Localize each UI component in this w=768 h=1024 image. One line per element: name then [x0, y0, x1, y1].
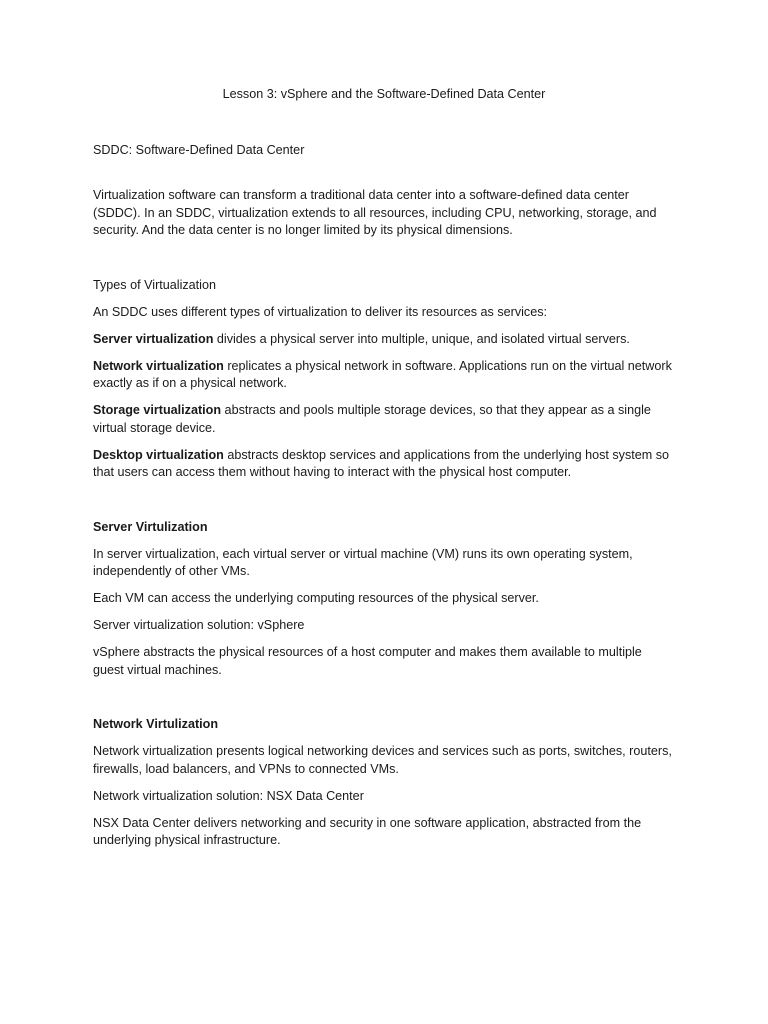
type-description: abstracts desktop services and applications from the underlying host system so that users can access them without having to interact with the physical host computer. — [93, 447, 670, 479]
server-section-paragraph-3: Server virtualization solution: vSphere — [93, 618, 305, 632]
type-description: replicates a physical network in software. Applications run on the virtual network exactly as if on a physical network. — [93, 358, 672, 390]
type-term: Storage virtualization — [93, 403, 222, 417]
server-section-paragraph-2: Each VM can access the underlying computing resources of the physical server. — [93, 591, 539, 605]
type-storage-virtualization — [93, 402, 673, 437]
network-section-paragraph-1: Network virtualization presents logical networking devices and services such as ports, switches, routers, firewalls, load balancers, and VPNs to connected VMs. — [93, 744, 672, 776]
network-section-heading — [93, 716, 673, 734]
sddc-heading: SDDC: Software-Defined Data Center — [93, 142, 305, 157]
document-content — [93, 86, 673, 859]
type-description: abstracts and pools multiple storage devices, so that they appear as a single virtual storage device. — [93, 403, 651, 435]
type-desktop-virtualization — [93, 447, 673, 482]
server-section-paragraph-1: In server virtualization, each virtual server or virtual machine (VM) runs its own operating system, independently of other VMs. — [93, 546, 633, 578]
type-term: Network virtualization — [93, 358, 224, 373]
types-heading: Types of Virtualization — [93, 277, 216, 292]
server-section-heading — [93, 519, 673, 537]
type-network-virtualization — [93, 358, 673, 393]
type-server-virtualization — [93, 331, 673, 349]
network-section-paragraph-3: NSX Data Center delivers networking and security in one software application, abstracted from the underlying physical infrastructure. — [93, 815, 642, 847]
page-title: Lesson 3: vSphere and the Software-Defined Data Center — [222, 87, 546, 101]
server-section-paragraph-4: vSphere abstracts the physical resources of a host computer and makes them available to multiple guest virtual machines. — [93, 645, 642, 677]
types-intro: An SDDC uses different types of virtualization to deliver its resources as services: — [93, 304, 548, 319]
sddc-paragraph: Virtualization software can transform a traditional data center into a software-defined data center (SDDC). In an SDDC, virtualization extends to all resources, including CPU, networking, storage, and security. And the data center is no longer limited by its physical dimensions. — [93, 188, 657, 237]
server-section-heading-text: Server Virtulization — [93, 519, 208, 534]
network-section-heading-text: Network Virtulization — [93, 717, 219, 731]
type-term: Desktop virtualization — [93, 447, 224, 462]
type-term: Server virtualization — [93, 331, 214, 346]
network-section-paragraph-2: Network virtualization solution: NSX Data Center — [93, 788, 364, 803]
type-description: divides a physical server into multiple, unique, and isolated virtual servers. — [213, 331, 630, 346]
